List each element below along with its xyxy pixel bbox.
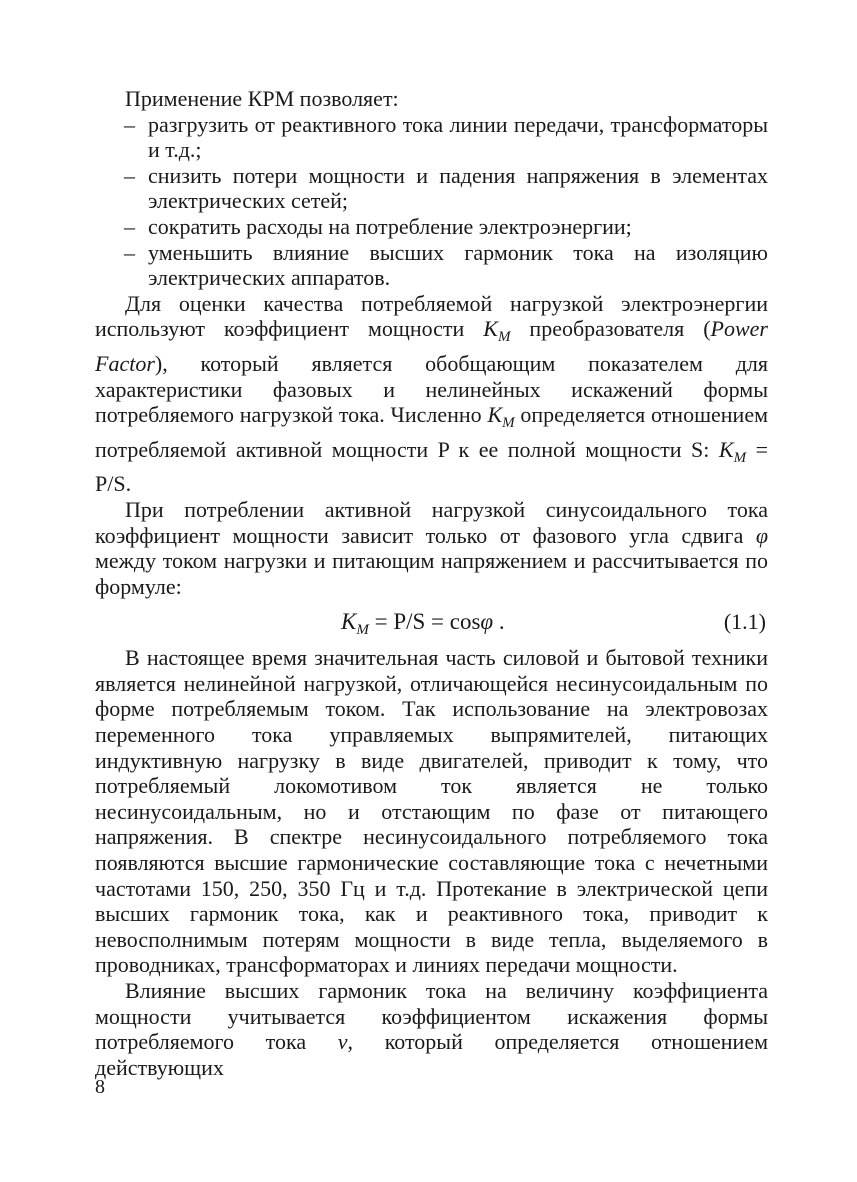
phi-symbol: φ — [755, 522, 768, 548]
text-run: Для оценки качества потребляемой нагрузкой электроэнергии используют коэффициент мощности — [95, 290, 768, 342]
paragraph-phase-angle — [95, 497, 768, 599]
km-subscript: M — [733, 449, 747, 466]
km-letter: K — [341, 609, 357, 635]
formula-end: . — [493, 609, 505, 635]
text-run: Влияние высших гармоник тока на величину коэффициента мощности учитывается коэффициентом искажения формы потребляемого тока — [95, 978, 768, 1055]
km-symbol — [487, 402, 515, 432]
formula-1-1 — [95, 599, 768, 645]
formula-rest: = P/S = cos — [368, 609, 481, 635]
formula-expression — [341, 599, 505, 653]
km-subscript: M — [356, 622, 369, 639]
text-run: преобразователя ( — [510, 316, 711, 342]
formula-number: (1.1) — [723, 609, 766, 635]
text-run: = P/S. — [95, 436, 768, 497]
dash-marker: – — [124, 239, 135, 265]
list-item-text: снизить потери мощности и падения напряжения в элементах электрических сетей; — [148, 162, 768, 214]
km-subscript: M — [502, 415, 515, 432]
km-symbol — [718, 436, 747, 466]
dash-marker: – — [124, 213, 135, 239]
advantages-list — [95, 112, 768, 291]
paragraph-power-factor — [95, 291, 768, 497]
text-run: между током нагрузки и питающим напряжением и рассчитывается по формуле: — [95, 548, 768, 599]
page-number: 8 — [95, 1076, 105, 1098]
paragraph-harmonics — [95, 978, 768, 1080]
dash-marker: – — [124, 162, 135, 188]
list-item-text: уменьшить влияние высших гармоник тока на изоляцию электрических аппаратов. — [148, 239, 768, 291]
list-item — [95, 112, 768, 163]
list-item — [95, 214, 768, 240]
km-letter: K — [718, 436, 734, 462]
intro-line: Применение КРМ позволяет: — [125, 86, 399, 111]
paragraph-nonlinear-load: В настоящее время значительная часть силовой и бытовой техники является нелинейной нагрузкой, отличающейся несинусоидальным по форме потребляемым током. Так использование на электровозах переменного тока управляемых выпрямителей, питающих индуктивную нагрузку в виде двигателей, приводит к тому, что потребляемый локомотивом ток является не только несинусоидальным, но и отстающим по фазе от питающего напряжения. В спектре несинусоидального потребляемого тока появляются высшие гармонические составляющие тока с нечетными частотами 150, 250, 350 Гц и т.д. Протекание в электрической цепи высших гармоник тока, как и реактивного тока, приводит к невосполнимым потерям мощности в виде тепла, выделяемого в проводниках, трансформаторах и линиях передачи мощности. — [95, 645, 768, 978]
text-run: определяется отношением потребляемой активной мощности P к ее полной мощности S: — [95, 402, 769, 462]
phi-symbol: φ — [480, 609, 494, 635]
km-letter: K — [487, 402, 503, 428]
power-factor-term: Power Factor — [95, 316, 768, 376]
nu-symbol: ν — [337, 1029, 348, 1055]
dash-marker: – — [124, 111, 135, 137]
km-letter: K — [483, 316, 498, 342]
km-subscript: M — [497, 329, 511, 346]
text-run: , который определяется отношением действующих — [95, 1029, 769, 1080]
page-body — [95, 86, 768, 1080]
list-item-text: разгрузить от реактивного тока линии передачи, трансформаторы и т.д.; — [148, 111, 768, 163]
list-item-text: сократить расходы на потребление электроэнергии; — [148, 213, 632, 239]
list-item — [95, 240, 768, 291]
km-symbol — [483, 316, 511, 346]
list-item — [95, 163, 768, 214]
text-run: При потреблении активной нагрузкой синусоидального тока коэффициент мощности зависит только от фазового угла сдвига — [95, 496, 768, 548]
text-run: ), который является обобщающим показателем для характеристики фазовых и нелинейных искажений формы потребляемого нагрузкой тока. Численно — [95, 350, 768, 428]
